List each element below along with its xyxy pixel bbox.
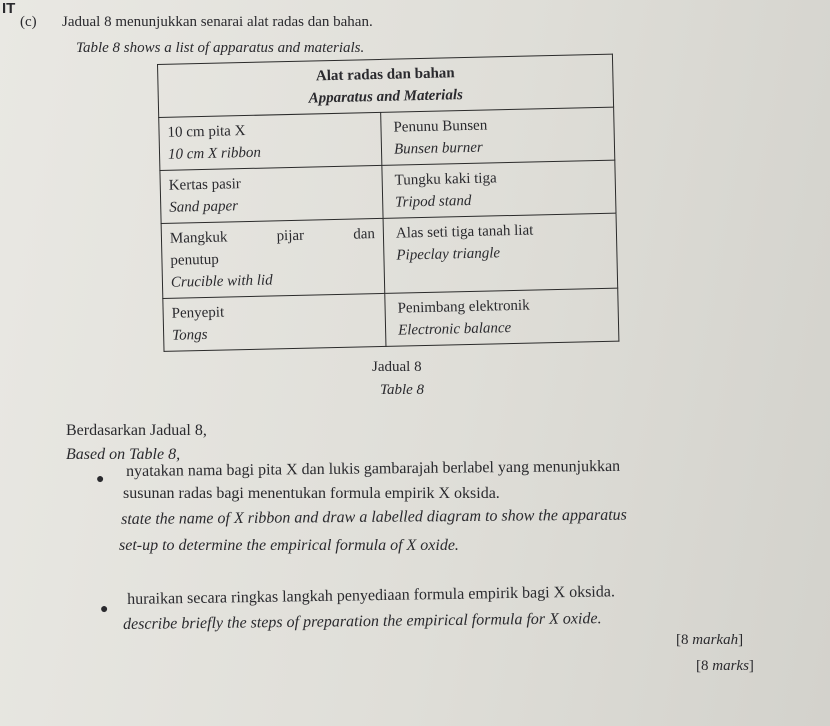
cell-malay: Alas seti tiga tanah liat [395,222,534,242]
intro-malay: Jadual 8 menunjukkan senarai alat radas dan bahan. [62,14,373,30]
question-label: (c) [20,14,37,30]
task1-malay-line2: susunan radas bagi menentukan formula empirik X oksida. [123,485,500,502]
table-caption-english: Table 8 [380,382,425,398]
header-malay: Alat radas dan bahan [315,65,455,85]
cell-word: dan [353,226,376,243]
cell-word: Mangkuk [169,229,228,247]
cell-malay: penutup [170,251,219,269]
marks-word: markah [692,632,739,648]
table-cell [383,213,618,293]
task1-english-line1: state the name of X ribbon and draw a labelled diagram to show the apparatus [121,506,627,528]
marks-word: marks [712,658,749,674]
cell-malay: Penyepit [171,304,225,322]
cell-english: Electronic balance [397,320,512,339]
cell-english: Pipeclay triangle [396,245,501,264]
table-row [163,288,619,351]
intro-english: Table 8 shows a list of apparatus and materials. [76,40,365,56]
table-cell [161,218,385,298]
cell-malay: Tungku kaki tiga [394,170,497,189]
task1-english-line2: set-up to determine the empirical formula of X oxide. [119,537,459,554]
marks-malay [676,632,743,649]
cell-word: pijar [276,227,305,245]
table-cell [160,165,383,223]
corner-text: IT [2,0,16,17]
cell-english: Tripod stand [395,192,472,211]
cell-malay: Kertas pasir [168,176,241,194]
table-cell [382,160,616,218]
cell-malay: Penimbang elektronik [397,297,530,317]
marks-number: [8 [676,632,693,648]
task1-malay-line1: nyatakan nama bagi pita X dan lukis gambarajah berlabel yang menunjukkan [126,457,621,480]
table-cell [385,288,619,346]
task2-english: describe briefly the steps of preparation the empirical formula for X oxide. [123,610,602,633]
based-on-malay: Berdasarkan Jadual 8, [66,422,207,439]
cell-malay: Penunu Bunsen [393,117,488,136]
cell-english: 10 cm X ribbon [167,144,262,163]
marks-english [696,658,754,675]
cell-english: Bunsen burner [393,139,483,158]
table-cell [381,107,615,165]
cell-malay: 10 cm pita X [167,123,246,141]
table-row [161,213,618,298]
marks-bracket: ] [748,658,754,674]
task2-malay: huraikan secara ringkas langkah penyediaan formula empirik bagi X oksida. [127,583,616,608]
cell-english: Tongs [171,326,208,344]
table-caption-malay: Jadual 8 [372,359,422,375]
cell-english: Sand paper [169,198,239,216]
bullet-icon: ● [100,602,109,617]
bullet-icon: ● [96,472,105,487]
based-on-english: Based on Table 8, [66,446,181,463]
cell-english: Crucible with lid [170,272,273,291]
marks-number: [8 [696,658,713,674]
table-cell [159,112,382,170]
marks-bracket: ] [738,632,744,648]
header-english: Apparatus and Materials [308,87,464,107]
table-cell [163,293,386,351]
apparatus-table [157,54,619,352]
